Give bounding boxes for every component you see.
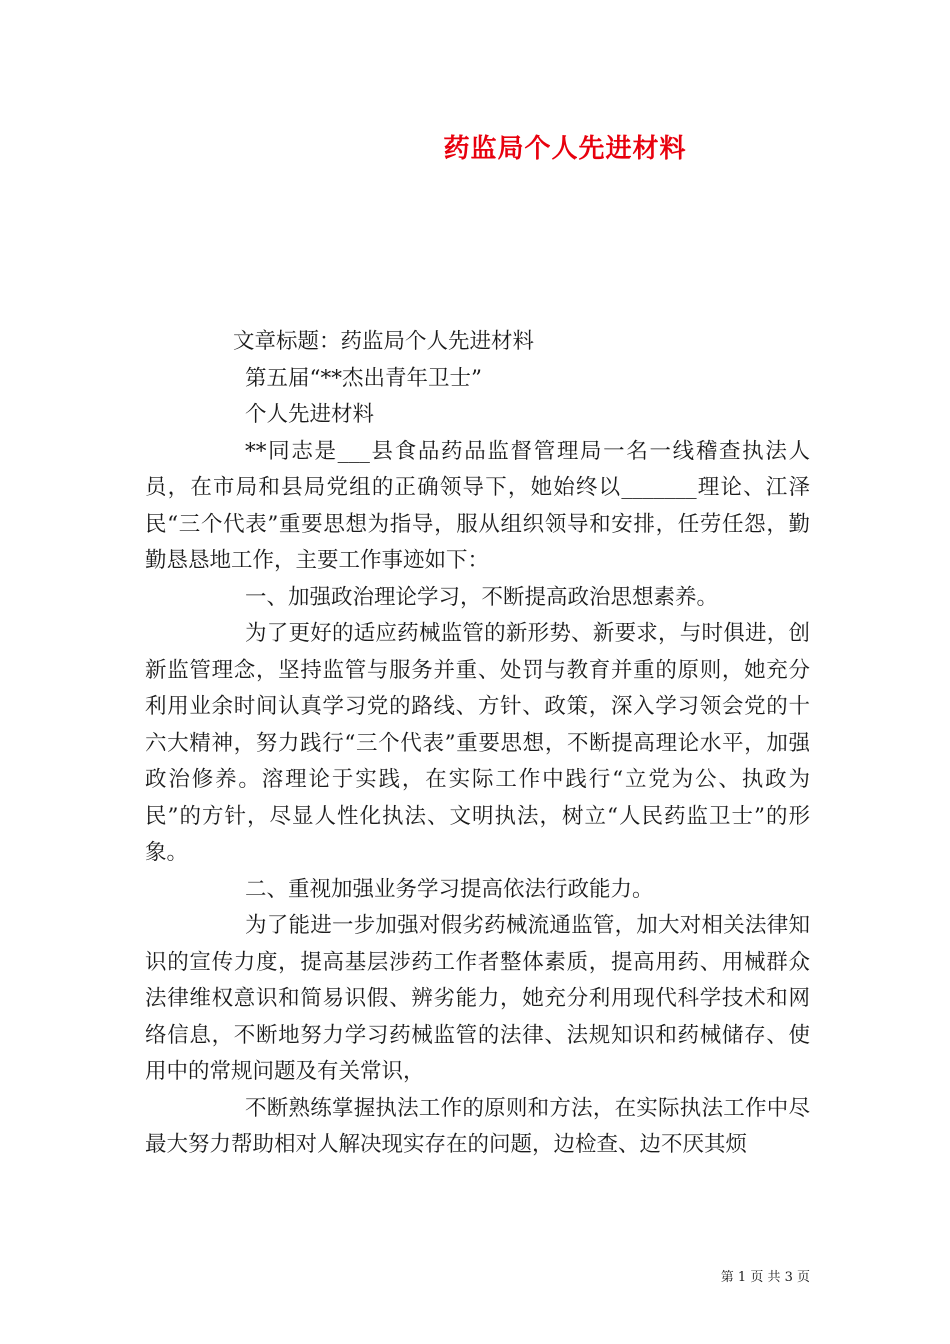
paragraph-continuation: 不断熟练掌握执法工作的原则和方法，在实际执法工作中尽最大努力帮助相对人解决现实存在的问题，边检查、边不厌其烦 (145, 1095, 810, 1157)
document-title: 药监局个人先进材料 (443, 134, 687, 164)
paragraph-section-1: 为了更好的适应药械监管的新形势、新要求，与时俱进，创新监管理念，坚持监管与服务并重、处罚与教育并重的原则，她充分利用业余时间认真学习党的路线、方针、政策，深入学习领会党的十六大精神，努力践行“三个代表”重要思想，不断提高理论水平，加强政治修养。溶理论于实践，在实际工作中践行“立党为公、执政为民”的方针，尽显人性化执法、文明执法，树立“人民药监卫士”的形象。 (145, 621, 810, 865)
paragraph-section-2: 为了能进一步加强对假劣药械流通监管，加大对相关法律知识的宣传力度，提高基层涉药工作者整体素质，提高用药、用械群众法律维权意识和简易识假、辨劣能力，她充分利用现代科学技术和网络信息，不断地努力学习药械监管的法律、法规知识和药械储存、使用中的常规问题及有关常识， (145, 913, 810, 1084)
page-indicator: 第 1 页 共 3 页 (720, 1270, 810, 1285)
section-heading-1: 一、加强政治理论学习，不断提高政治思想素养。 (245, 584, 719, 610)
subtitle-line: 个人先进材料 (245, 402, 375, 427)
article-title-line: 文章标题：药监局个人先进材料 (233, 329, 535, 354)
document-body (145, 324, 810, 1164)
section-heading-2: 二、重视加强业务学习提高依法行政能力。 (245, 876, 654, 902)
event-name-line: 第五届“**杰出青年卫士” (245, 365, 482, 391)
paragraph-intro: **同志是___县食品药品监督管理局一名一线稽查执法人员，在市局和县局党组的正确领导下，她始终以_______理论、江泽民“三个代表”重要思想为指导，服从组织领导和安排，任劳任怨，勤勤恳恳地工作，主要工作事迹如下： (145, 438, 810, 573)
